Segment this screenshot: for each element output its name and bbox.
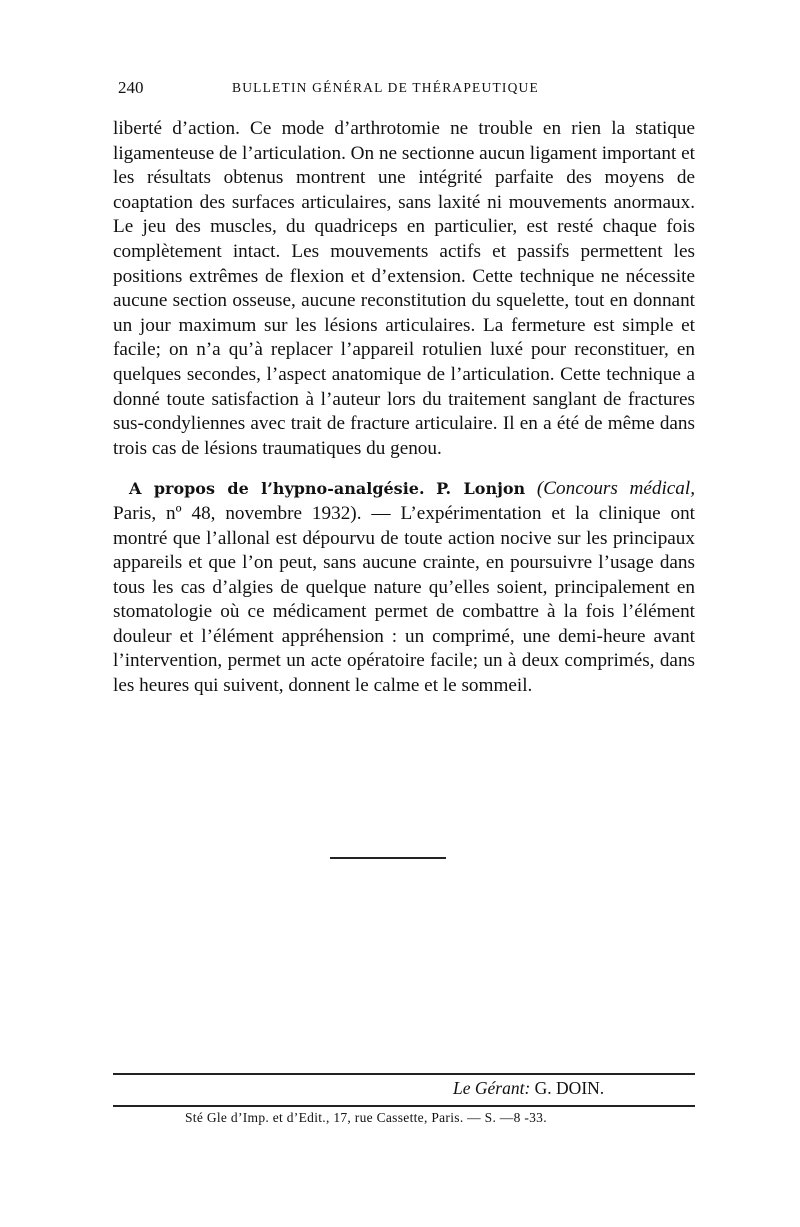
footer-rule-top <box>113 1073 695 1075</box>
section-divider <box>330 857 446 859</box>
gerant-label: Le Gérant: <box>453 1078 531 1098</box>
article-text: — L’expérimentation et la clinique ont montré que l’allonal est dépourvu de toute action nocive sur les principaux appareils et que l’on peut, sans aucune crainte, en poursuivre l’usage dans tous les cas d’algies de quelque nature qu’elles soient, principalement en stomatologie où ce médicament permet de combattre à la fois l’élément douleur et l’élément appréhension : un comprimé, une demi-heure avant l’intervention, permet un acte opératoire facile; un à deux comprimés, dans les heures qui suivent, donnent le calme et le sommeil. <box>113 502 696 697</box>
running-head: BULLETIN GÉNÉRAL DE THÉRAPEUTIQUE <box>232 80 539 95</box>
page-number: 240 <box>118 78 144 97</box>
body-text <box>113 117 695 699</box>
article-title: A propos de l’hypno-analgésie. <box>129 479 425 499</box>
gerant-name: G. DOIN. <box>534 1078 605 1098</box>
article-paragraph <box>113 477 695 698</box>
printer-imprint: Sté Gle d’Imp. et d’Edit., 17, rue Cassette, Paris. — S. —8 -33. <box>185 1110 547 1125</box>
gerant-line <box>453 1078 604 1099</box>
continued-paragraph: liberté d’action. Ce mode d’arthrotomie ne trouble en rien la statique ligamenteuse de l’articulation. On ne sectionne aucun ligament important et les résultats obtenus montrent une intégrité parfaite des moyens de coaptation des surfaces articulaires, sans laxité ni mouvements anormaux. Le jeu des muscles, du quadriceps en particulier, est resté chaque fois complètement intact. Les mouvements actifs et passifs permettent les positions extrêmes de flexion et d’extension. Cette technique ne nécessite aucune section osseuse, aucune reconstitution du squelette, tout en donnant un jour maximum sur les lésions articulaires. La fermeture est simple et facile; on n’a qu’à replacer l’appareil rotulien luxé pour reconstituer, en quelques secondes, l’aspect anatomique de l’articulation. Cette technique a donné toute satisfaction à l’auteur lors du traitement sanglant de fractures sus-condyliennes avec trait de fracture articulaire. Il en a été de même dans trois cas de lésions traumatiques du genou. <box>113 118 695 459</box>
article-author: P. Lonjon <box>436 479 526 499</box>
footer-rule-bottom <box>113 1105 695 1107</box>
article-source-details: Paris, nº 48, novembre 1932). <box>113 502 362 524</box>
article-source: (Concours médical, <box>536 478 696 500</box>
